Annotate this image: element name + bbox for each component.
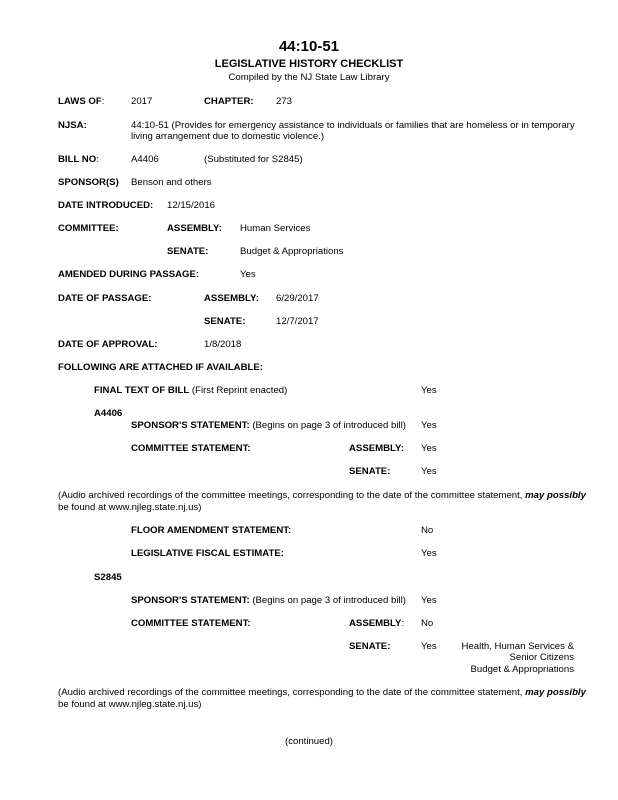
a4406-senate-label: SENATE: [349,466,391,477]
date-of-approval-value: 1/8/2018 [204,339,242,350]
s2845-senate-committee-line-1: Health, Human Services & [461,641,574,652]
s2845-senate-label: SENATE: [349,641,391,652]
final-text-label: FINAL TEXT OF BILL (First Reprint enacted) [94,385,288,396]
a4406-sponsor-value: Yes [421,420,437,431]
s2845-sponsor-statement: SPONSOR'S STATEMENT: (Begins on page 3 of introduced bill) [131,595,406,606]
sponsors-label: SPONSOR(S) [58,177,119,188]
audio-note-line-2: be found at www.njleg.state.nj.us) [58,502,202,513]
passage-assembly-label: ASSEMBLY: [204,293,259,304]
s2845-committee-statement-label: COMMITTEE STATEMENT: [131,618,251,629]
fiscal-estimate-value: Yes [421,548,437,559]
date-introduced-value: 12/15/2016 [167,200,216,211]
date-introduced-label: DATE INTRODUCED: [58,200,154,211]
passage-assembly-value: 6/29/2017 [276,293,319,304]
committee-assembly-label: ASSEMBLY: [167,223,222,234]
date-of-approval-label: DATE OF APPROVAL: [58,339,158,350]
a4406-assembly-label: ASSEMBLY: [349,443,404,454]
checklist-title: LEGISLATIVE HISTORY CHECKLIST [214,58,404,70]
committee-senate-label: SENATE: [167,246,209,257]
committee-label: COMMITTEE: [58,223,119,234]
bill-no-label: BILL NO: [58,154,99,165]
s2845-heading: S2845 [94,572,122,583]
laws-of-value: 2017 [131,96,153,107]
continued-footer: (continued) [285,736,333,747]
citation-title: 44:10-51 [278,38,340,55]
bill-no-value: A4406 [131,154,159,165]
s2845-assembly-value: No [421,618,434,629]
attached-heading: FOLLOWING ARE ATTACHED IF AVAILABLE: [58,362,263,373]
amended-value: Yes [240,269,256,280]
audio-note-line-1: (Audio archived recordings of the committee meetings, corresponding to the date of the committee statement, may possibly [58,490,586,501]
chapter-label: CHAPTER: [204,96,254,107]
bill-substitution-note: (Substituted for S2845) [204,154,303,165]
laws-of-label: LAWS OF: [58,96,105,107]
committee-senate-value: Budget & Appropriations [240,246,344,257]
s2845-assembly-label: ASSEMBLY: [349,618,405,629]
committee-assembly-value: Human Services [240,223,311,234]
audio-note-2-line-2: be found at www.njleg.state.nj.us) [58,699,202,710]
fiscal-estimate-label: LEGISLATIVE FISCAL ESTIMATE: [131,548,284,559]
floor-amendment-value: No [421,525,434,536]
floor-amendment-label: FLOOR AMENDMENT STATEMENT: [131,525,292,536]
s2845-senate-committee-line-2: Senior Citizens [509,652,574,663]
passage-senate-label: SENATE: [204,316,246,327]
a4406-sponsor-statement: SPONSOR'S STATEMENT: (Begins on page 3 of introduced bill) [131,420,406,431]
final-text-value: Yes [421,385,437,396]
a4406-assembly-value: Yes [421,443,437,454]
s2845-sponsor-value: Yes [421,595,437,606]
njsa-line-2: living arrangement due to domestic violence.) [131,131,325,142]
s2845-senate-value: Yes [421,641,437,652]
amended-label: AMENDED DURING PASSAGE: [58,269,200,280]
compiled-by: Compiled by the NJ State Law Library [228,72,390,83]
a4406-heading: A4406 [94,408,123,419]
a4406-senate-value: Yes [421,466,437,477]
passage-senate-value: 12/7/2017 [276,316,319,327]
chapter-value: 273 [276,96,293,107]
njsa-line-1: 44:10-51 (Provides for emergency assistance to individuals or families that are homeless or in temporary [131,120,575,131]
njsa-label: NJSA: [58,120,87,131]
audio-note-2-line-1: (Audio archived recordings of the committee meetings, corresponding to the date of the committee statement, may possibly [58,687,586,698]
a4406-committee-statement-label: COMMITTEE STATEMENT: [131,443,251,454]
s2845-senate-committee-line-3: Budget & Appropriations [470,664,574,675]
date-of-passage-label: DATE OF PASSAGE: [58,293,152,304]
sponsors-value: Benson and others [131,177,212,188]
